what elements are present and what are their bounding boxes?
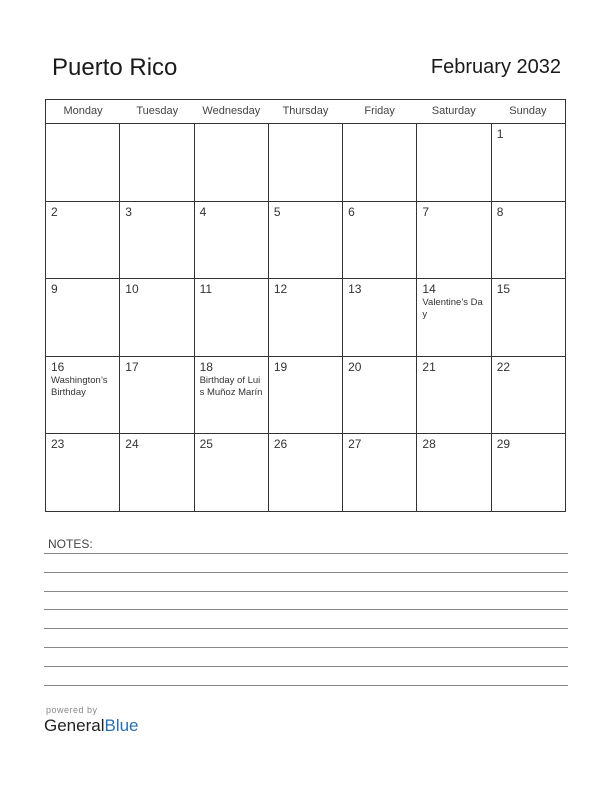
day-number: 12 <box>273 282 288 297</box>
brand-general: General <box>44 716 105 735</box>
calendar-day-cell <box>46 279 120 356</box>
weekday-header: Monday <box>63 105 103 117</box>
day-number: 24 <box>125 437 139 452</box>
notes-line <box>44 666 568 667</box>
notes-line <box>44 685 568 686</box>
calendar-week-row <box>46 279 565 357</box>
notes-line <box>44 609 568 610</box>
calendar-day-cell <box>343 202 417 279</box>
calendar-day-cell <box>343 357 417 434</box>
day-number: 10 <box>125 282 139 297</box>
calendar-day-cell <box>195 434 269 512</box>
day-number: 25 <box>199 437 213 452</box>
calendar-day-cell <box>269 124 343 201</box>
calendar-day-cell <box>343 434 417 512</box>
notes-line <box>44 572 568 573</box>
day-number: 5 <box>273 204 281 219</box>
day-number: 6 <box>348 204 355 219</box>
day-number: 27 <box>348 437 362 452</box>
weekday-header: Saturday <box>431 105 476 117</box>
day-number: 15 <box>496 282 511 297</box>
weekday-header: Sunday <box>509 105 547 117</box>
day-number: 11 <box>199 282 213 297</box>
calendar-day-cell <box>492 434 565 512</box>
holiday-label: Valentine’s Day <box>422 297 483 321</box>
weekday-header-row <box>46 100 565 124</box>
day-number: 9 <box>51 282 58 297</box>
calendar-day-cell <box>46 202 120 279</box>
day-number: 22 <box>496 359 511 374</box>
notes-line <box>44 591 568 592</box>
holiday-label: Washington’s Birthday <box>51 374 108 398</box>
weekday-header: Friday <box>364 105 395 117</box>
day-number: 21 <box>422 359 436 374</box>
notes-line <box>44 647 568 648</box>
month-label: February 2032 <box>430 56 561 78</box>
calendar-day-cell <box>195 357 269 434</box>
weekday-header: Tuesday <box>136 105 179 117</box>
day-number: 2 <box>51 204 58 219</box>
day-number: 1 <box>496 127 504 141</box>
calendar-week-row <box>46 202 565 280</box>
calendar-day-cell <box>120 124 194 201</box>
calendar-day-cell <box>120 434 194 512</box>
calendar-day-cell <box>120 279 194 356</box>
calendar-day-cell <box>195 202 269 279</box>
calendar-day-cell <box>46 434 120 512</box>
calendar-week-row <box>46 124 565 202</box>
day-number: 26 <box>273 437 288 452</box>
day-number: 13 <box>348 282 362 297</box>
day-number: 8 <box>496 204 504 219</box>
calendar-weeks <box>46 124 565 512</box>
brand-blue: Blue <box>104 716 139 735</box>
calendar-day-cell <box>120 202 194 279</box>
calendar-day-cell <box>417 124 491 201</box>
calendar-day-cell <box>417 279 491 356</box>
calendar-day-cell <box>492 279 565 356</box>
calendar-day-cell <box>46 357 120 434</box>
powered-by-text: powered by <box>46 705 98 715</box>
notes-line <box>44 553 568 554</box>
calendar-day-cell <box>492 124 565 201</box>
holiday-label: Birthday of Luis Muñoz Marín <box>199 374 263 398</box>
calendar-grid <box>45 99 566 512</box>
calendar-day-cell <box>417 434 491 512</box>
calendar-day-cell <box>417 202 491 279</box>
calendar-day-cell <box>195 279 269 356</box>
calendar-day-cell <box>269 434 343 512</box>
weekday-header: Thursday <box>282 105 329 117</box>
day-number: 4 <box>199 204 207 219</box>
day-number: 17 <box>125 359 139 374</box>
day-number: 7 <box>422 204 430 219</box>
day-number: 20 <box>348 359 362 374</box>
calendar-week-row <box>46 434 565 512</box>
calendar-day-cell <box>269 279 343 356</box>
brand-logo <box>44 716 139 736</box>
calendar-day-cell <box>492 202 565 279</box>
weekday-header: Wednesday <box>202 105 261 117</box>
page-title: Puerto Rico <box>52 54 178 81</box>
day-number: 18 <box>199 359 213 374</box>
calendar-week-row <box>46 357 565 435</box>
calendar-day-cell <box>269 202 343 279</box>
calendar-day-cell <box>269 357 343 434</box>
day-number: 16 <box>51 359 65 374</box>
notes-label: NOTES: <box>48 537 93 551</box>
calendar-day-cell <box>120 357 194 434</box>
calendar-day-cell <box>46 124 120 201</box>
day-number: 14 <box>422 282 436 297</box>
calendar-day-cell <box>195 124 269 201</box>
calendar-day-cell <box>343 124 417 201</box>
day-number: 28 <box>422 437 436 452</box>
calendar-day-cell <box>492 357 565 434</box>
day-number: 3 <box>125 204 132 219</box>
day-number: 19 <box>273 359 288 374</box>
calendar-day-cell <box>343 279 417 356</box>
notes-line <box>44 628 568 629</box>
day-number: 23 <box>51 437 65 452</box>
calendar-day-cell <box>417 357 491 434</box>
day-number: 29 <box>496 437 511 452</box>
